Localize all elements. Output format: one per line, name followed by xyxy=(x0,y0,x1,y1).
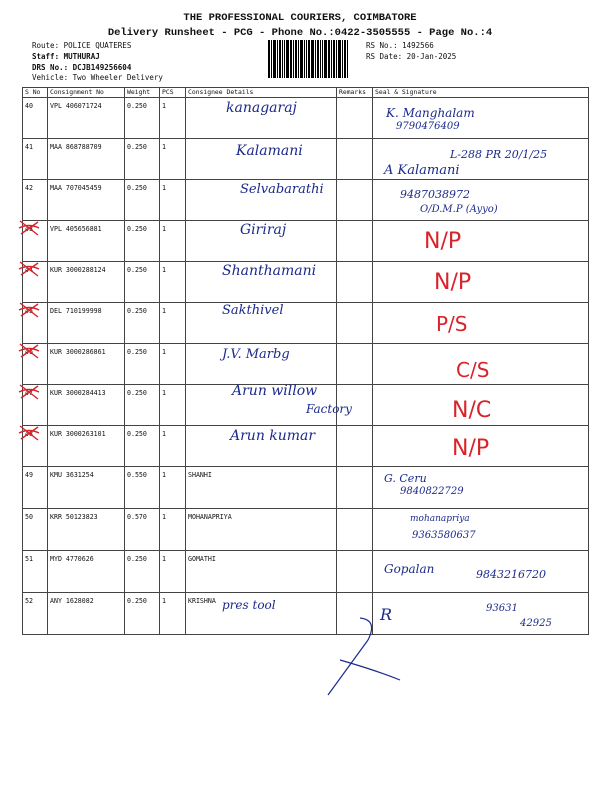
handwritten-name: pres tool xyxy=(222,598,276,612)
red-cross-mark xyxy=(18,260,40,278)
row-pcs: 1 xyxy=(160,551,186,593)
row-sno: 46 xyxy=(23,344,48,385)
company-name: THE PROFESSIONAL COURIERS, COIMBATORE xyxy=(183,12,417,24)
row-consignment: KUR 3000263101 xyxy=(48,426,125,467)
vehicle-line: Vehicle: Two Wheeler Delivery xyxy=(32,73,163,82)
row-sno: 45 xyxy=(23,303,48,344)
staff-line: Staff: MUTHURAJ xyxy=(32,52,100,61)
table-row xyxy=(23,98,589,139)
row-sno: 52 xyxy=(23,593,48,635)
row-pcs: 1 xyxy=(160,262,186,303)
handwritten-signature: G. Ceru xyxy=(384,472,427,485)
handwritten-signature: R xyxy=(380,605,393,624)
row-remarks xyxy=(337,509,373,551)
row-sno: 40 xyxy=(23,98,48,139)
row-sno: 47 xyxy=(23,385,48,426)
row-weight: 0.250 xyxy=(125,385,160,426)
col-consignment: Consignment No xyxy=(48,88,125,98)
col-seal: Seal & Signature xyxy=(373,88,589,98)
row-sno: 48 xyxy=(23,426,48,467)
row-consignment: MAA 868788709 xyxy=(48,139,125,180)
red-remark: N/P xyxy=(424,229,462,254)
col-weight: Weight xyxy=(125,88,160,98)
row-weight: 0.250 xyxy=(125,344,160,385)
row-pcs: 1 xyxy=(160,467,186,509)
handwritten-name: J.V. Marbg xyxy=(222,347,290,362)
rs-date: RS Date: 20-Jan-2025 xyxy=(366,52,457,61)
handwritten-signature: A Kalamani xyxy=(384,163,460,178)
red-remark: N/P xyxy=(452,436,490,461)
row-pcs: 1 xyxy=(160,139,186,180)
row-pcs: 1 xyxy=(160,180,186,221)
col-pcs: PCS xyxy=(160,88,186,98)
row-weight: 0.250 xyxy=(125,426,160,467)
handwritten-signature: 9840822729 xyxy=(400,486,464,497)
drs-line: DRS No.: DCJB149256604 xyxy=(32,63,132,72)
row-pcs: 1 xyxy=(160,509,186,551)
table-header-row xyxy=(23,88,589,98)
row-pcs: 1 xyxy=(160,344,186,385)
row-consignment: ANY 1628082 xyxy=(48,593,125,635)
row-remarks xyxy=(337,344,373,385)
table-row xyxy=(23,467,589,509)
row-consignment: KUR 3000288124 xyxy=(48,262,125,303)
row-weight: 0.250 xyxy=(125,551,160,593)
runsheet-table xyxy=(22,87,589,635)
runsheet-title: Delivery Runsheet - PCG - Phone No.:0422-3505555 - Page No.:4 xyxy=(107,27,493,39)
route-line: Route: POLICE QUATERES xyxy=(32,41,132,50)
row-sno: 42 xyxy=(23,180,48,221)
red-cross-mark xyxy=(18,301,40,319)
row-remarks xyxy=(337,551,373,593)
row-consignee: MOHANAPRIYA xyxy=(186,509,337,551)
handwritten-name: Arun kumar xyxy=(230,428,316,444)
barcode xyxy=(268,40,360,78)
row-weight: 0.570 xyxy=(125,509,160,551)
table-row xyxy=(23,509,589,551)
handwritten-signature: 9363580637 xyxy=(412,530,476,541)
row-consignment: DEL 710199998 xyxy=(48,303,125,344)
row-pcs: 1 xyxy=(160,593,186,635)
row-sno: 50 xyxy=(23,509,48,551)
row-weight: 0.250 xyxy=(125,180,160,221)
red-cross-mark xyxy=(18,342,40,360)
pen-stroke xyxy=(320,600,410,700)
row-pcs: 1 xyxy=(160,303,186,344)
row-seal xyxy=(373,221,589,262)
red-remark: N/C xyxy=(452,398,492,423)
row-consignment: MAA 707045459 xyxy=(48,180,125,221)
col-consignee: Consignee Details xyxy=(186,88,337,98)
row-seal xyxy=(373,509,589,551)
handwritten-signature: mohanapriya xyxy=(410,514,470,524)
row-weight: 0.250 xyxy=(125,593,160,635)
handwritten-name: Kalamani xyxy=(236,143,303,159)
red-cross-mark xyxy=(18,424,40,442)
row-remarks xyxy=(337,426,373,467)
row-weight: 0.550 xyxy=(125,467,160,509)
rs-number: RS No.: 1492566 xyxy=(366,41,434,50)
row-consignee: SHANHI xyxy=(186,467,337,509)
row-pcs: 1 xyxy=(160,98,186,139)
row-remarks xyxy=(337,139,373,180)
row-remarks xyxy=(337,467,373,509)
handwritten-signature: 93631 xyxy=(486,603,518,614)
handwritten-name: kanagaraj xyxy=(226,100,297,116)
red-remark: P/S xyxy=(436,312,468,336)
row-consignee: KRISHNA xyxy=(186,593,337,635)
handwritten-name: Arun willow xyxy=(232,383,318,399)
handwritten-name: Selvabarathi xyxy=(240,182,324,197)
handwritten-signature: 9487038972 xyxy=(400,188,470,201)
row-pcs: 1 xyxy=(160,426,186,467)
row-remarks xyxy=(337,221,373,262)
handwritten-signature: 9790476409 xyxy=(396,121,460,132)
handwritten-signature: K. Manghalam xyxy=(386,106,475,120)
row-seal xyxy=(373,262,589,303)
row-consignment: KUR 3000284413 xyxy=(48,385,125,426)
col-sno: S No xyxy=(23,88,48,98)
row-consignment: VPL 405656881 xyxy=(48,221,125,262)
row-consignment: KUR 3000286861 xyxy=(48,344,125,385)
col-remarks: Remarks xyxy=(337,88,373,98)
row-weight: 0.250 xyxy=(125,262,160,303)
row-seal xyxy=(373,303,589,344)
row-weight: 0.250 xyxy=(125,303,160,344)
row-consignment: VPL 406071724 xyxy=(48,98,125,139)
row-sno: 41 xyxy=(23,139,48,180)
row-sno: 51 xyxy=(23,551,48,593)
row-consignment: KRR 50123823 xyxy=(48,509,125,551)
row-pcs: 1 xyxy=(160,221,186,262)
row-remarks xyxy=(337,303,373,344)
red-remark: C/S xyxy=(456,358,490,382)
handwritten-signature: O/D.M.P (Ayyo) xyxy=(420,204,498,215)
row-sno: 43 xyxy=(23,221,48,262)
row-pcs: 1 xyxy=(160,385,186,426)
row-remarks xyxy=(337,98,373,139)
handwritten-name: Shanthamani xyxy=(222,263,317,279)
row-weight: 0.250 xyxy=(125,221,160,262)
row-sno: 49 xyxy=(23,467,48,509)
row-consignment: MYD 4770626 xyxy=(48,551,125,593)
red-cross-mark xyxy=(18,219,40,237)
row-consignee: GOMATHI xyxy=(186,551,337,593)
row-weight: 0.250 xyxy=(125,98,160,139)
red-remark: N/P xyxy=(434,270,472,295)
handwritten-signature: Gopalan xyxy=(384,562,435,576)
handwritten-name: Factory xyxy=(306,402,352,416)
handwritten-signature: L-288 PR 20/1/25 xyxy=(450,148,548,161)
red-cross-mark xyxy=(18,383,40,401)
handwritten-signature: 42925 xyxy=(520,618,552,629)
table-row xyxy=(23,303,589,344)
handwritten-name: Sakthivel xyxy=(222,303,284,318)
handwritten-signature: 9843216720 xyxy=(476,568,546,581)
row-sno: 44 xyxy=(23,262,48,303)
table-row xyxy=(23,221,589,262)
row-weight: 0.250 xyxy=(125,139,160,180)
table-row xyxy=(23,344,589,385)
row-remarks xyxy=(337,180,373,221)
row-remarks xyxy=(337,262,373,303)
row-consignment: KMU 3631254 xyxy=(48,467,125,509)
handwritten-name: Giriraj xyxy=(240,222,287,238)
